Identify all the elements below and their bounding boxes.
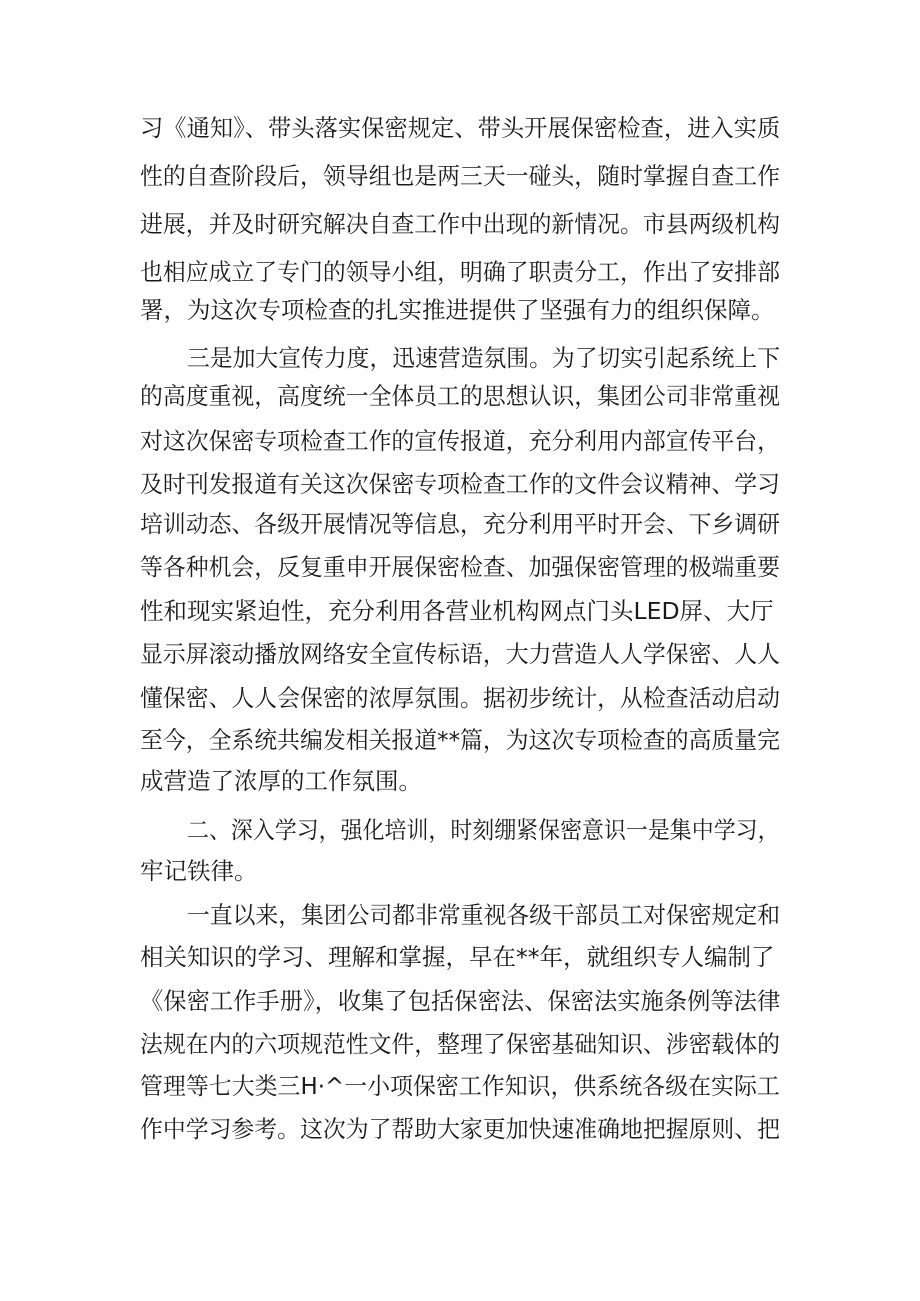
text-line: 署，为这次专项检查的扎实推进提供了坚强有力的组织保障。 xyxy=(140,296,775,324)
text-line: 懂保密、人人会保密的浓厚氛围。据初步统计，从检查活动启动 xyxy=(140,684,780,712)
paragraph-first-line: 一直以来，集团公司都非常重视各级干部员工对保密规定和 xyxy=(187,901,780,929)
text-line: 性和现实紧迫性，充分利用各营业机构网点门头LED屏、大厅 xyxy=(140,597,774,625)
text-line: 也相应成立了专门的领导小组，明确了职责分工，作出了安排部 xyxy=(140,258,780,286)
text-line: 的高度重视，高度统一全体员工的思想认识，集团公司非常重视 xyxy=(140,382,780,410)
text-line: 等各种机会，反复重申开展保密检查、加强保密管理的极端重要 xyxy=(140,553,780,581)
text-line: 显示屏滚动播放网络安全宣传标语，大力营造人人学保密、人人 xyxy=(140,640,780,668)
text-line: 习《通知》、带头落实保密规定、带头开展保密检查，进入实质 xyxy=(140,114,781,142)
text-line: 相关知识的学习、理解和掌握，早在**年，就组织专人编制了 xyxy=(140,943,775,971)
text-line: 性的自查阶段后，领导组也是两三天一碰头，随时掌握自查工作 xyxy=(140,162,780,190)
text-line: 成营造了浓厚的工作氛围。 xyxy=(140,767,422,795)
section-heading-line: 二、深入学习，强化培训，时刻绷紧保密意识一是集中学习， xyxy=(187,816,780,844)
text-line: 培训动态、各级开展情况等信息，充分利用平时开会、下乡调研 xyxy=(140,510,780,538)
paragraph-first-line: 三是加大宣传力度，迅速营造氛围。为了切实引起系统上下 xyxy=(187,344,780,372)
text-line: 牢记铁律。 xyxy=(140,857,258,885)
text-line: 作中学习参考。这次为了帮助大家更加快速准确地把握原则、把 xyxy=(140,1115,780,1143)
text-line: 对这次保密专项检查工作的宣传报道，充分利用内部宣传平台， xyxy=(140,427,780,455)
text-line: 法规在内的六项规范性文件，整理了保密基础知识、涉密载体的 xyxy=(140,1030,780,1058)
text-line: 及时刊发报道有关这次保密专项检查工作的文件会议精神、学习 xyxy=(140,470,780,498)
text-line: 《保密工作手册》，收集了包括保密法、保密法实施条例等法律 xyxy=(140,987,781,1015)
text-line: 至今，全系统共编发相关报道**篇，为这次专项检查的高质量完 xyxy=(140,726,780,754)
text-line: 管理等七大类三H·^一小项保密工作知识，供系统各级在实际工 xyxy=(140,1072,780,1100)
text-line: 进展，并及时研究解决自查工作中出现的新情况。市县两级机构 xyxy=(140,210,780,238)
